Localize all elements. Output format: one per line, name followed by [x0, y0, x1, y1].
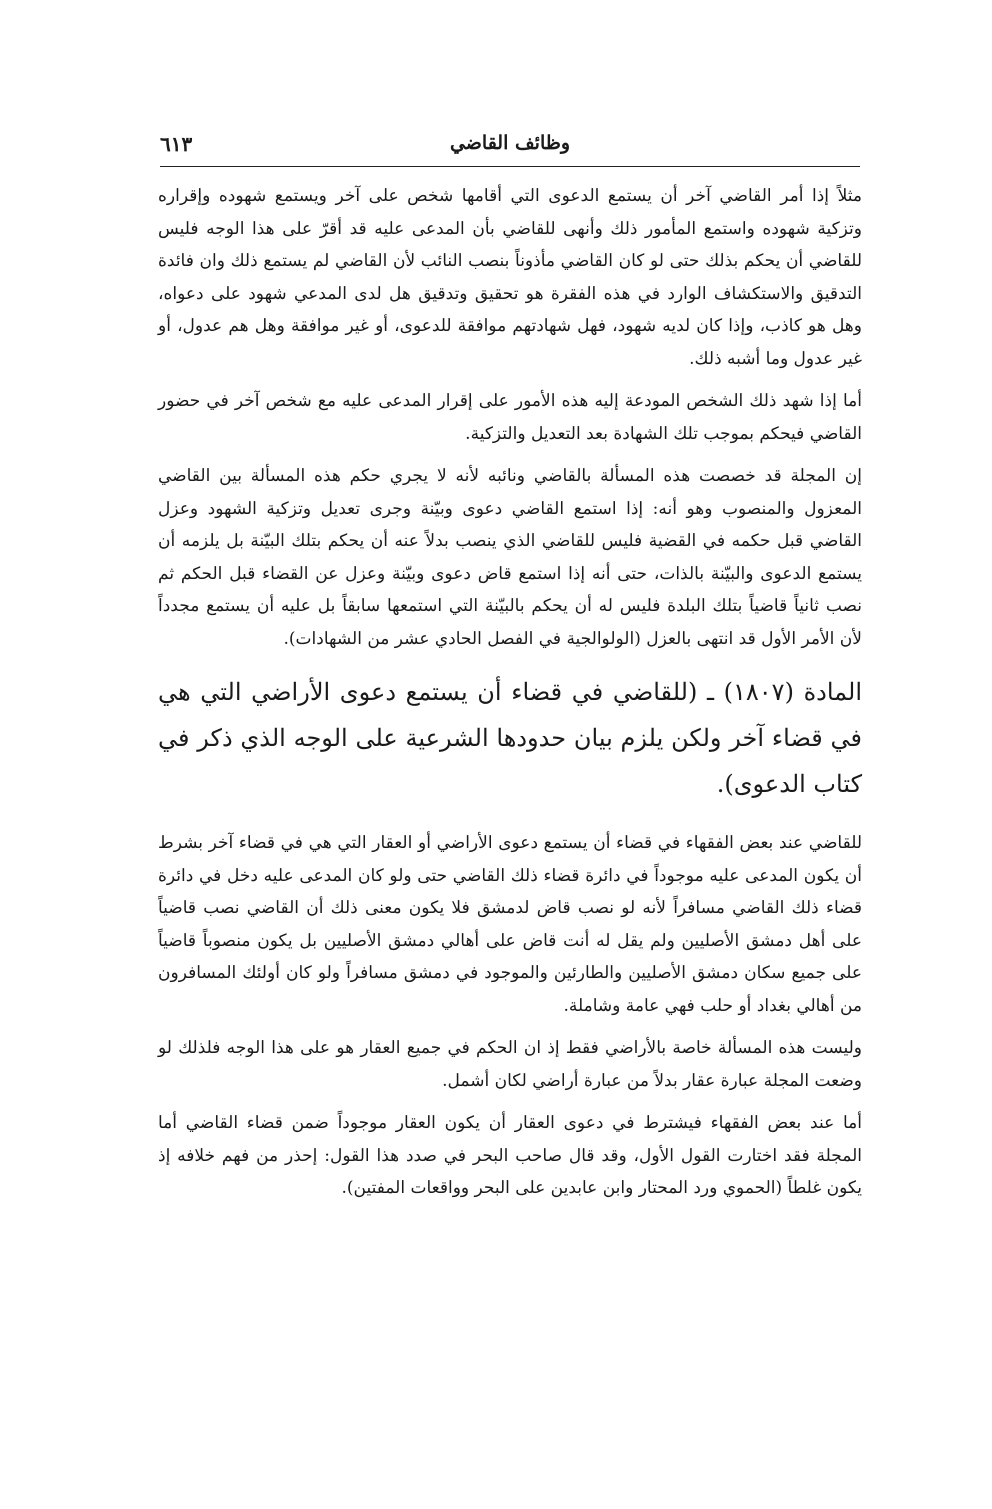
paragraph: وليست هذه المسألة خاصة بالأراضي فقط إذ ان الحكم في جميع العقار هو على هذا الوجه فلذلك لو وضعت المجلة عبارة عقار بدلاً من عبارة أراضي لكان أشمل.	[158, 1038, 862, 1091]
paragraph: مثلاً إذا أمر القاضي آخر أن يستمع الدعوى التي أقامها شخص على آخر ويستمع شهوده وإقراره وتزكية شهوده واستمع المأمور ذلك وأنهى للقاضي بأن المدعى عليه قد أقرّ على هذا الوجه فليس للقاضي أن يحكم بذلك حتى لو كان القاضي مأذوناً بنصب النائب لأن القاضي لم يستمع ذلك وان فائدة التدقيق والاستكشاف الوارد في هذه الفقرة هو تحقيق وتدقيق هل لدى المدعي شهود على دعواه، وهل هو كاذب، وإذا كان لديه شهود، فهل شهادتهم موافقة للدعوى، أو غير موافقة وهل هم عدول، أو غير عدول وما أشبه ذلك.	[158, 186, 862, 369]
paragraph: للقاضي عند بعض الفقهاء في قضاء أن يستمع دعوى الأراضي أو العقار التي هي في قضاء آخر بشرط أن يكون المدعى عليه موجوداً في دائرة قضاء ذلك القاضي حتى ولو كان المدعى عليه دخل في دائرة قضاء ذلك القاضي مسافراً لأنه لو نصب قاض لدمشق فلا يكون معنى ذلك أن القاضي نصب قاضياً على أهل دمشق الأصليين ولم يقل له أنت قاض على أهالي دمشق الأصليين بل يكون منصوباً قاضياً على جميع سكان دمشق الأصليين والطارئين والموجود في دمشق مسافراً ولو كان أولئك المسافرون من أهالي بغداد أو حلب فهي عامة وشاملة.	[158, 833, 862, 1016]
paragraph: أما إذا شهد ذلك الشخص المودعة إليه هذه الأمور على إقرار المدعى عليه مع شخص آخر في حضور القاضي فيحكم بموجب تلك الشهادة بعد التعديل والتزكية.	[158, 391, 862, 444]
chapter-title: وظائف القاضي	[449, 132, 571, 154]
page-number: ٦١٣	[160, 132, 193, 156]
running-header	[160, 128, 860, 168]
article-heading: المادة (١٨٠٧) ـ (للقاضي في قضاء أن يستمع دعوى الأراضي التي هي في قضاء آخر ولكن يلزم بيان حدودها الشرعية على الوجه الذي ذكر في كتاب الدعوى).	[158, 678, 862, 798]
body-text	[158, 180, 862, 1215]
header-divider	[160, 166, 860, 167]
paragraph: أما عند بعض الفقهاء فيشترط في دعوى العقار أن يكون العقار موجوداً ضمن قضاء القاضي أما المجلة فقد اختارت القول الأول، وقد قال صاحب البحر في صدد هذا القول: إحذر من فهم خلافه إذ يكون غلطاً (الحموي ورد المحتار وابن عابدين على البحر وواقعات المفتين).	[158, 1113, 862, 1198]
paragraph: إن المجلة قد خصصت هذه المسألة بالقاضي ونائبه لأنه لا يجري حكم هذه المسألة بين القاضي المعزول والمنصوب وهو أنه: إذا استمع القاضي دعوى وبيّنة وجرى تعديل وتزكية الشهود وعزل القاضي قبل حكمه في القضية فليس للقاضي الذي ينصب بدلاً عنه أن يحكم بتلك البيّنة بل يلزمه أن يستمع الدعوى والبيّنة بالذات، حتى أنه إذا استمع قاض دعوى وبيّنة وعزل عن القضاء قبل الحكم ثم نصب ثانياً قاضياً بتلك البلدة فليس له أن يحكم بالبيّنة التي استمعها سابقاً بل عليه أن يستمع مجدداً لأن الأمر الأول قد انتهى بالعزل (الولوالجية في الفصل الحادي عشر من الشهادات).	[158, 466, 862, 649]
